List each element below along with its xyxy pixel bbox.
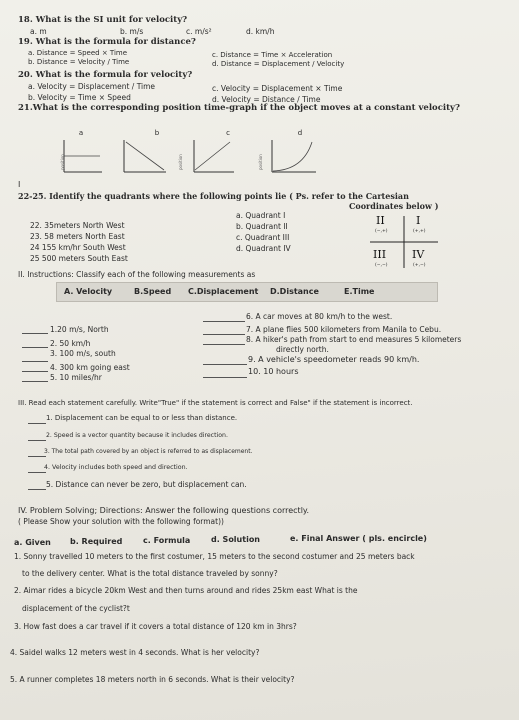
- answer-blank[interactable]: [28, 423, 46, 424]
- q18-question: 18. What is the SI unit for velocity?: [18, 15, 188, 25]
- format-given: a. Given: [14, 538, 51, 547]
- q18-option-a: a. m: [30, 27, 47, 36]
- answer-blank[interactable]: [22, 333, 48, 334]
- q21-answer-mark: I: [18, 180, 21, 189]
- problem-1: 1. Sonny travelled 10 meters to the first costumer, 15 meters to the second costumer and 25 meters back: [14, 552, 415, 561]
- q18-option-b: b. m/s: [120, 27, 144, 36]
- part3-item-2: 2. Speed is a vector quantity because it includes direction.: [46, 432, 228, 439]
- part3-instruction: III. Read each statement carefully. Write"True" if the statement is correct and False" if the statement is incorrect.: [18, 399, 413, 407]
- part3-item-3: 3. The total path covered by an object is referred to as displacement.: [44, 448, 253, 455]
- q19-option-c: c. Distance = Time × Acceleration: [212, 51, 333, 59]
- answer-blank[interactable]: [22, 371, 48, 372]
- quadrant-3-label: III: [373, 248, 387, 261]
- q22-point: 22. 35meters North West: [30, 221, 125, 230]
- q19-option-d: d. Distance = Displacement / Velocity: [212, 60, 345, 68]
- quadrant-option-b: b. Quadrant II: [236, 222, 288, 231]
- quadrant-option-a: a. Quadrant I: [236, 211, 286, 220]
- graph-c-increasing-line: [190, 138, 236, 176]
- q20-question: 20. What is the formula for velocity?: [18, 70, 193, 80]
- choice-velocity: A. Velocity: [64, 287, 113, 296]
- problem-3: 3. How fast does a car travel if it covers a total distance of 120 km in 3hrs?: [14, 622, 297, 631]
- quadrant-option-d: d. Quadrant IV: [236, 244, 291, 253]
- q20-option-d: d. Velocity = Distance / Time: [212, 95, 321, 104]
- q24-point: 24 155 km/hr South West: [30, 243, 126, 252]
- part2-item-7: 7. A plane flies 500 kilometers from Manila to Cebu.: [246, 325, 442, 334]
- choice-distance: D.Distance: [270, 287, 319, 296]
- part2-item-5: 5. 10 miles/hr: [50, 373, 102, 382]
- quadrant-2-sign: (−,+): [375, 229, 388, 234]
- q20-option-a: a. Velocity = Displacement / Time: [28, 82, 156, 91]
- graph-b-decreasing-line: [120, 138, 168, 176]
- q19-option-b: b. Distance = Velocity / Time: [28, 58, 130, 66]
- graph-label-a: a: [78, 129, 84, 137]
- quadrant-4-sign: (+,−): [413, 263, 426, 268]
- answer-blank[interactable]: [203, 344, 245, 345]
- q25-point: 25 500 meters South East: [30, 254, 128, 263]
- answer-blank[interactable]: [203, 377, 247, 378]
- part3-item-1: 1. Displacement can be equal to or less than distance.: [46, 414, 238, 422]
- q22-instruction: 22-25. Identify the quadrants where the following points lie ( Ps. refer to the Cartesian: [18, 191, 409, 201]
- quadrant-option-c: c. Quadrant III: [236, 233, 290, 242]
- part2-item-3: 3. 100 m/s, south: [50, 349, 116, 358]
- format-final-answer: e. Final Answer ( pls. encircle): [290, 534, 427, 543]
- part2-item-8: 8. A hiker's path from start to end measures 5 kilometers: [246, 335, 462, 344]
- q21-question: 21.What is the corresponding position time-graph if the object moves at a constant velocity?: [18, 103, 460, 113]
- part2-item-2: 2. 50 km/h: [50, 339, 91, 348]
- part4-subtitle: ( Please Show your solution with the following format)): [18, 517, 224, 526]
- choice-displacement: C.Displacement: [188, 287, 259, 296]
- q19-option-a: a. Distance = Speed × Time: [28, 49, 128, 57]
- q23-point: 23. 58 meters North East: [30, 232, 125, 241]
- part2-item-6: 6. A car moves at 80 km/h to the west.: [246, 312, 393, 321]
- answer-blank[interactable]: [22, 381, 48, 382]
- graph-d-curve: [268, 138, 318, 176]
- choice-speed: B.Speed: [134, 287, 172, 296]
- part3-item-4: 4. Velocity includes both speed and direction.: [44, 464, 188, 471]
- q18-option-c: c. m/s²: [186, 27, 212, 36]
- quadrant-4-label: IV: [412, 248, 425, 261]
- format-required: b. Required: [70, 537, 123, 546]
- answer-blank[interactable]: [203, 334, 245, 335]
- graph-label-c: c: [226, 129, 230, 137]
- problem-5: 5. A runner completes 18 meters north in 6 seconds. What is their velocity?: [10, 675, 295, 684]
- q20-option-c: c. Velocity = Displacement × Time: [212, 84, 343, 93]
- part2-item-9: 9. A vehicle's speedometer reads 90 km/h.: [248, 355, 420, 364]
- answer-blank[interactable]: [203, 321, 245, 322]
- part2-item-10: 10. 10 hours: [248, 367, 299, 376]
- q19-question: 19. What is the formula for distance?: [18, 37, 196, 47]
- answer-blank[interactable]: [28, 472, 46, 473]
- q20-option-b: b. Velocity = Time × Speed: [28, 93, 131, 102]
- problem-2-cont: displacement of the cyclist?t: [22, 604, 130, 613]
- graph-a-ylabel: position: [60, 154, 65, 170]
- q18-option-d: d. km/h: [246, 27, 275, 36]
- quadrant-1-sign: (+,+): [413, 229, 426, 234]
- graph-label-b: b: [154, 129, 160, 137]
- quadrant-1-label: I: [416, 214, 421, 227]
- answer-blank[interactable]: [203, 364, 247, 365]
- choice-time: E.Time: [344, 287, 375, 296]
- answer-blank[interactable]: [28, 489, 46, 490]
- problem-2: 2. Aimar rides a bicycle 20km West and then turns around and rides 25km east What is the: [14, 586, 358, 595]
- part3-item-5: 5. Distance can never be zero, but displacement can.: [46, 480, 247, 489]
- problem-4: 4. Saidel walks 12 meters west in 4 seconds. What is her velocity?: [10, 648, 260, 657]
- part2-instruction: II. Instructions: Classify each of the following measurements as: [18, 270, 256, 279]
- answer-blank[interactable]: [28, 440, 46, 441]
- answer-blank[interactable]: [22, 347, 48, 348]
- format-formula: c. Formula: [143, 536, 191, 545]
- q22-instruction-cont: Coordinates below ): [349, 201, 439, 211]
- quadrant-2-label: II: [376, 214, 385, 227]
- graph-d-ylabel: position: [258, 154, 263, 170]
- part2-item-4: 4. 300 km going east: [50, 363, 130, 372]
- answer-blank[interactable]: [28, 456, 46, 457]
- part2-item-8-cont: directly north.: [276, 345, 329, 354]
- graph-label-d: d: [297, 129, 303, 137]
- quadrant-3-sign: (−,−): [375, 263, 388, 268]
- answer-blank[interactable]: [22, 361, 48, 362]
- part2-item-1: 1.20 m/s, North: [50, 325, 109, 334]
- format-solution: d. Solution: [211, 535, 261, 544]
- graph-c-ylabel: position: [178, 154, 183, 170]
- part4-title: IV. Problem Solving; Directions: Answer the following questions correctly.: [18, 506, 310, 515]
- problem-1-cont: to the delivery center. What is the total distance traveled by sonny?: [22, 569, 278, 578]
